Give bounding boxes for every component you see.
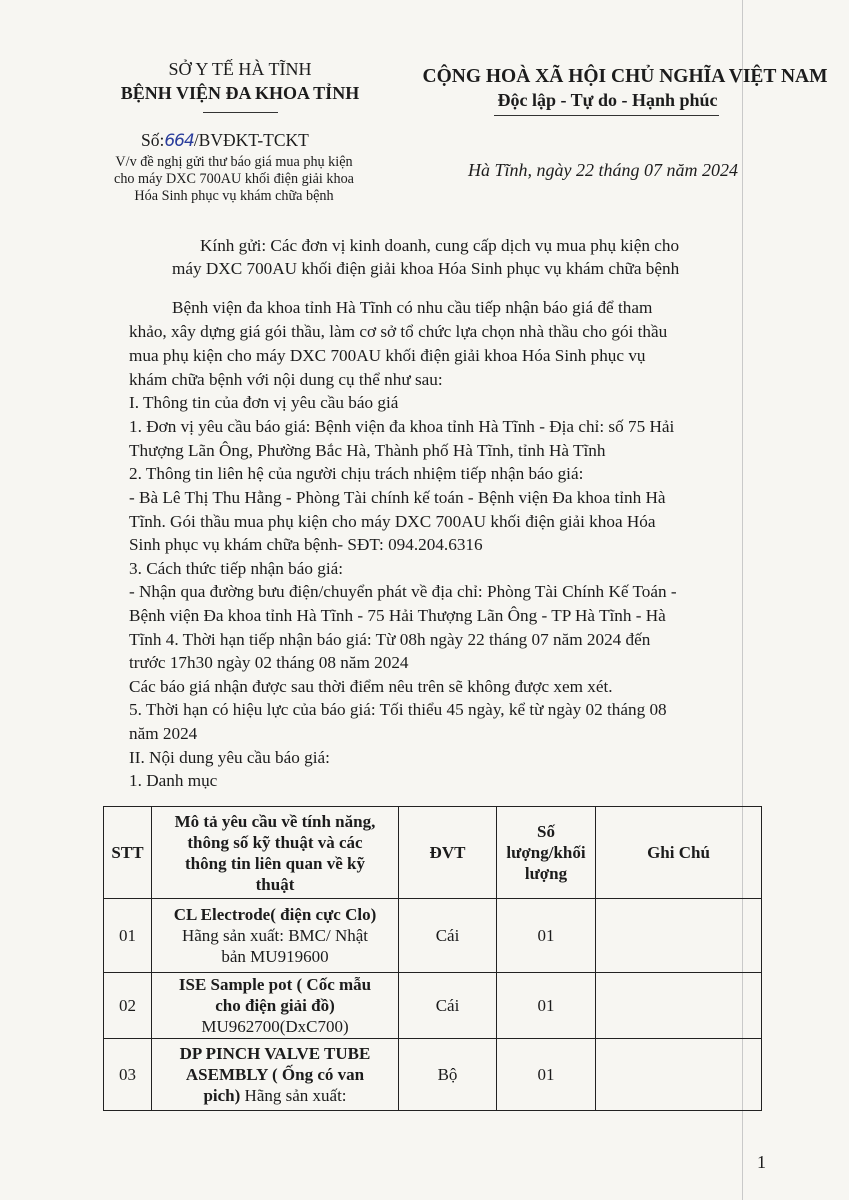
cell-description: CL Electrode( điện cực Clo) Hãng sản xuất: BMC/ Nhật bản MU919600 [152,899,399,973]
motto-underline [494,115,719,116]
cell-note [596,899,762,973]
cell-note [596,973,762,1039]
header-quantity: Số lượng/khối lượng [497,807,596,899]
body-line: Bệnh viện Đa khoa tỉnh Hà Tĩnh - 75 Hải Thượng Lãn Ông - TP Hà Tĩnh - Hà [129,606,666,625]
body-line: - Bà Lê Thị Thu Hằng - Phòng Tài chính kế toán - Bệnh viện Đa khoa tỉnh Hà [129,488,666,507]
table-header-row [104,807,762,899]
recipient-line-1: Kính gửi: Các đơn vị kinh doanh, cung cấp dịch vụ mua phụ kiện cho [200,236,680,255]
cell-quantity: 01 [497,899,596,973]
header-unit: ĐVT [399,807,497,899]
body-line: năm 2024 [129,724,198,743]
body-line: 1. Đơn vị yêu cầu báo giá: Bệnh viện đa khoa tỉnh Hà Tĩnh - Địa chỉ: số 75 Hải [129,417,675,436]
body-line: Bệnh viện đa khoa tỉnh Hà Tĩnh có nhu cầu tiếp nhận báo giá để tham [172,298,653,317]
table-row [104,973,762,1039]
body-line: 3. Cách thức tiếp nhận báo giá: [129,559,344,578]
body-line: khảo, xây dựng giá gói thầu, làm cơ sở tổ chức lựa chọn nhà thầu cho gói thầu [129,322,668,341]
body-line: Sinh phục vụ khám chữa bệnh- SĐT: 094.204.6316 [129,535,483,554]
cell-stt: 03 [104,1039,152,1111]
body-line: khám chữa bệnh với nội dung cụ thể như sau: [129,370,443,389]
recipient-line-2: máy DXC 700AU khối điện giải khoa Hóa Sinh phục vụ khám chữa bệnh [172,259,680,278]
body-line: - Nhận qua đường bưu điện/chuyển phát về địa chỉ: Phòng Tài Chính Kế Toán - [129,582,677,601]
org-underline [203,112,278,113]
cell-quantity: 01 [497,1039,596,1111]
subject: V/v đề nghị gửi thư báo giá mua phụ kiện cho máy DXC 700AU khối điện giải khoa Hóa Sinh phục vụ khám chữa bệnh [114,154,354,204]
country-name: CỘNG HOÀ XÃ HỘI CHỦ NGHĨA VIỆT NAM [422,66,828,87]
body-line: 1. Danh mục [129,771,218,790]
body-line: Tĩnh 4. Thời hạn tiếp nhận báo giá: Từ 08h ngày 22 tháng 07 năm 2024 đến [129,630,651,649]
cell-unit: Bộ [399,1039,497,1111]
body-line: trước 17h30 ngày 02 tháng 08 năm 2024 [129,653,409,672]
org-parent: SỞ Y TẾ HÀ TĨNH [168,59,312,79]
org-name: BỆNH VIỆN ĐA KHOA TỈNH [120,83,360,103]
header-stt: STT [104,807,152,899]
cell-description: DP PINCH VALVE TUBE ASEMBLY ( Ống có van pich) Hãng sản xuất: [152,1039,399,1111]
body-line: Thượng Lãn Ông, Phường Bắc Hà, Thành phố Hà Tĩnh, tỉnh Hà Tĩnh [129,441,606,460]
cell-description: ISE Sample pot ( Cốc mẫu cho điện giải đồ) MU962700(DxC700) [152,973,399,1039]
items-table [103,806,762,1111]
body-line: mua phụ kiện cho máy DXC 700AU khối điện giải khoa Hóa Sinh phục vụ [129,346,646,365]
cell-unit: Cái [399,899,497,973]
cell-unit: Cái [399,973,497,1039]
section-heading: I. Thông tin của đơn vị yêu cầu báo giá [129,393,399,412]
body-line: 5. Thời hạn có hiệu lực của báo giá: Tối thiểu 45 ngày, kể từ ngày 02 tháng 08 [129,700,667,719]
header-note: Ghi Chú [596,807,762,899]
motto: Độc lập - Tự do - Hạnh phúc [497,90,718,110]
table-row [104,1039,762,1111]
document-number: Số:664/BVĐKT-TCKT [141,130,309,151]
cell-stt: 01 [104,899,152,973]
body-line: Các báo giá nhận được sau thời điểm nêu trên sẽ không được xem xét. [129,677,613,696]
cell-quantity: 01 [497,973,596,1039]
page-number: 1 [757,1152,766,1172]
handwritten-number: 664 [164,131,194,151]
section-heading: II. Nội dung yêu cầu báo giá: [129,748,330,767]
document-date: Hà Tĩnh, ngày 22 tháng 07 năm 2024 [468,160,738,180]
header-description: Mô tả yêu cầu về tính năng, thông số kỹ thuật và các thông tin liên quan về kỹ thuật [152,807,399,899]
left-header [90,58,390,105]
body-line: Tĩnh. Gói thầu mua phụ kiện cho máy DXC 700AU khối điện giải khoa Hóa [129,512,656,531]
cell-stt: 02 [104,973,152,1039]
cell-note [596,1039,762,1111]
body-line: 2. Thông tin liên hệ của người chịu trách nhiệm tiếp nhận báo giá: [129,464,584,483]
table-row [104,899,762,973]
